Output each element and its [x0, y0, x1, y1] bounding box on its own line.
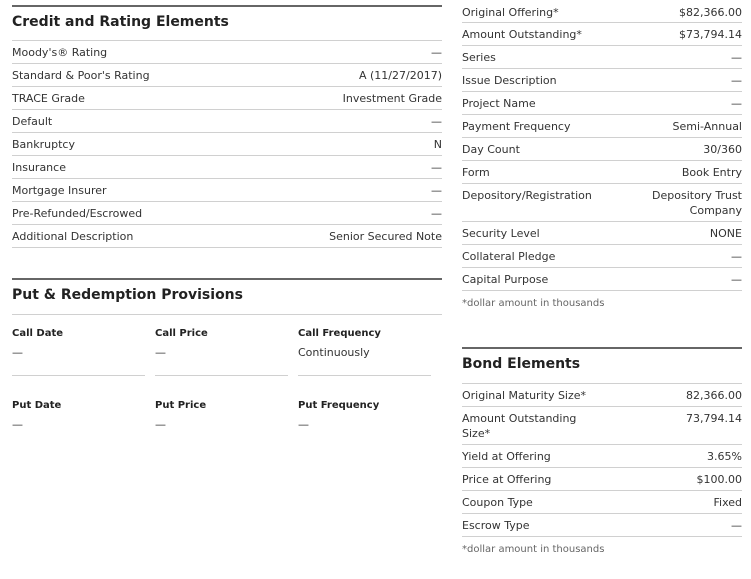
row-value: —	[731, 250, 742, 263]
row-label: Security Level	[462, 227, 540, 240]
credit-row-trace	[12, 87, 442, 110]
offering-row-security-level	[462, 222, 742, 245]
credit-row-insurance	[12, 156, 442, 179]
call-price-value: —	[155, 346, 166, 359]
row-label: Amount Outstanding*	[462, 28, 582, 41]
put-price-value: —	[155, 418, 166, 431]
bond-row-amount-outstanding-size	[462, 407, 742, 445]
offering-row-depository	[462, 184, 742, 222]
credit-row-prerefunded	[12, 202, 442, 225]
row-label: Moody's® Rating	[12, 46, 108, 59]
row-value: Fixed	[713, 496, 742, 509]
credit-row-default	[12, 110, 442, 133]
row-label: Insurance	[12, 161, 66, 174]
bond-row-original-maturity-size	[462, 384, 742, 407]
call-price-header: Call Price	[155, 328, 208, 339]
bond-row-escrow-type	[462, 514, 742, 537]
row-label: TRACE Grade	[12, 92, 85, 105]
credit-row-additional-description	[12, 225, 442, 248]
offering-row-form	[462, 161, 742, 184]
put-date-cell	[12, 399, 145, 447]
row-label: Mortgage Insurer	[12, 184, 107, 197]
credit-section-title: Credit and Rating Elements	[12, 5, 442, 41]
row-label: Depository/Registration	[462, 189, 592, 202]
row-label: Escrow Type	[462, 519, 530, 532]
call-frequency-cell	[298, 327, 431, 376]
row-value: $100.00	[696, 473, 742, 486]
bond-row-coupon-type	[462, 491, 742, 514]
row-label: Payment Frequency	[462, 120, 571, 133]
row-label: Default	[12, 115, 53, 128]
row-label: Original Offering*	[462, 6, 559, 19]
row-value: A (11/27/2017)	[358, 69, 442, 82]
row-value: —	[431, 207, 442, 220]
call-frequency-header: Call Frequency	[298, 328, 381, 339]
row-value: 73,794.14	[686, 412, 742, 425]
row-label: Standard & Poor's Rating	[12, 69, 150, 82]
row-value: —	[731, 519, 742, 532]
credit-row-mortgage-insurer	[12, 179, 442, 202]
row-label: Bankruptcy	[12, 138, 75, 151]
row-label: Collateral Pledge	[462, 250, 556, 263]
put-redemption-section-title: Put & Redemption Provisions	[12, 278, 442, 315]
row-value: 30/360	[703, 143, 742, 156]
credit-rows	[12, 41, 442, 248]
call-provisions	[12, 327, 431, 376]
row-value: NONE	[709, 227, 742, 240]
row-value: Investment Grade	[342, 92, 442, 105]
bond-row-yield-at-offering	[462, 445, 742, 468]
put-price-cell	[155, 399, 288, 447]
credit-row-sp	[12, 64, 442, 87]
row-label: Capital Purpose	[462, 273, 549, 286]
offering-row-amount-outstanding	[462, 23, 742, 46]
row-value: Depository Trust Company	[652, 189, 742, 217]
row-value: $82,366.00	[679, 6, 742, 19]
offering-rows	[462, 0, 742, 291]
row-value: Semi-Annual	[672, 120, 742, 133]
right-column	[462, 0, 742, 555]
row-value: Book Entry	[681, 166, 742, 179]
row-value: Senior Secured Note	[329, 230, 442, 243]
left-column	[12, 0, 442, 431]
bond-section-title: Bond Elements	[462, 347, 742, 384]
put-date-header: Put Date	[12, 400, 62, 411]
call-date-value: —	[12, 346, 23, 359]
row-label: Issue Description	[462, 74, 557, 87]
row-value: —	[431, 184, 442, 197]
row-label: Day Count	[462, 143, 520, 156]
credit-row-bankruptcy	[12, 133, 442, 156]
bond-row-price-at-offering	[462, 468, 742, 491]
row-value: 3.65%	[707, 450, 742, 463]
row-label: Yield at Offering	[462, 450, 551, 463]
put-frequency-value: —	[298, 418, 309, 431]
row-label: Coupon Type	[462, 496, 533, 509]
put-date-value: —	[12, 418, 23, 431]
offering-row-issue-description	[462, 69, 742, 92]
call-date-header: Call Date	[12, 328, 64, 339]
bond-footnote: *dollar amount in thousands	[462, 544, 605, 555]
put-provisions	[12, 399, 431, 447]
row-value: N	[433, 138, 442, 151]
row-value: —	[431, 115, 442, 128]
row-value: —	[731, 273, 742, 286]
call-price-cell	[155, 327, 288, 376]
row-value: —	[731, 74, 742, 87]
row-label: Series	[462, 51, 496, 64]
offering-footnote: *dollar amount in thousands	[462, 298, 605, 309]
row-value: 82,366.00	[686, 389, 742, 402]
offering-row-project-name	[462, 92, 742, 115]
row-label: Form	[462, 166, 490, 179]
row-value: —	[731, 51, 742, 64]
offering-row-payment-frequency	[462, 115, 742, 138]
row-label: Additional Description	[12, 230, 134, 243]
row-label: Amount Outstanding Size*	[462, 412, 577, 440]
row-value: —	[431, 161, 442, 174]
offering-row-capital-purpose	[462, 268, 742, 291]
offering-row-collateral-pledge	[462, 245, 742, 268]
row-label: Original Maturity Size*	[462, 389, 587, 402]
row-label: Price at Offering	[462, 473, 552, 486]
offering-row-day-count	[462, 138, 742, 161]
row-label: Project Name	[462, 97, 536, 110]
credit-row-moodys	[12, 41, 442, 64]
put-price-header: Put Price	[155, 400, 207, 411]
row-value: —	[431, 46, 442, 59]
offering-row-original-offering	[462, 0, 742, 23]
offering-row-series	[462, 46, 742, 69]
put-frequency-header: Put Frequency	[298, 400, 380, 411]
row-value: $73,794.14	[679, 28, 742, 41]
bond-rows	[462, 384, 742, 555]
put-frequency-cell	[298, 399, 431, 447]
call-frequency-value: Continuously	[298, 346, 370, 359]
row-label: Pre-Refunded/Escrowed	[12, 207, 143, 220]
call-date-cell	[12, 327, 145, 376]
row-value: —	[731, 97, 742, 110]
